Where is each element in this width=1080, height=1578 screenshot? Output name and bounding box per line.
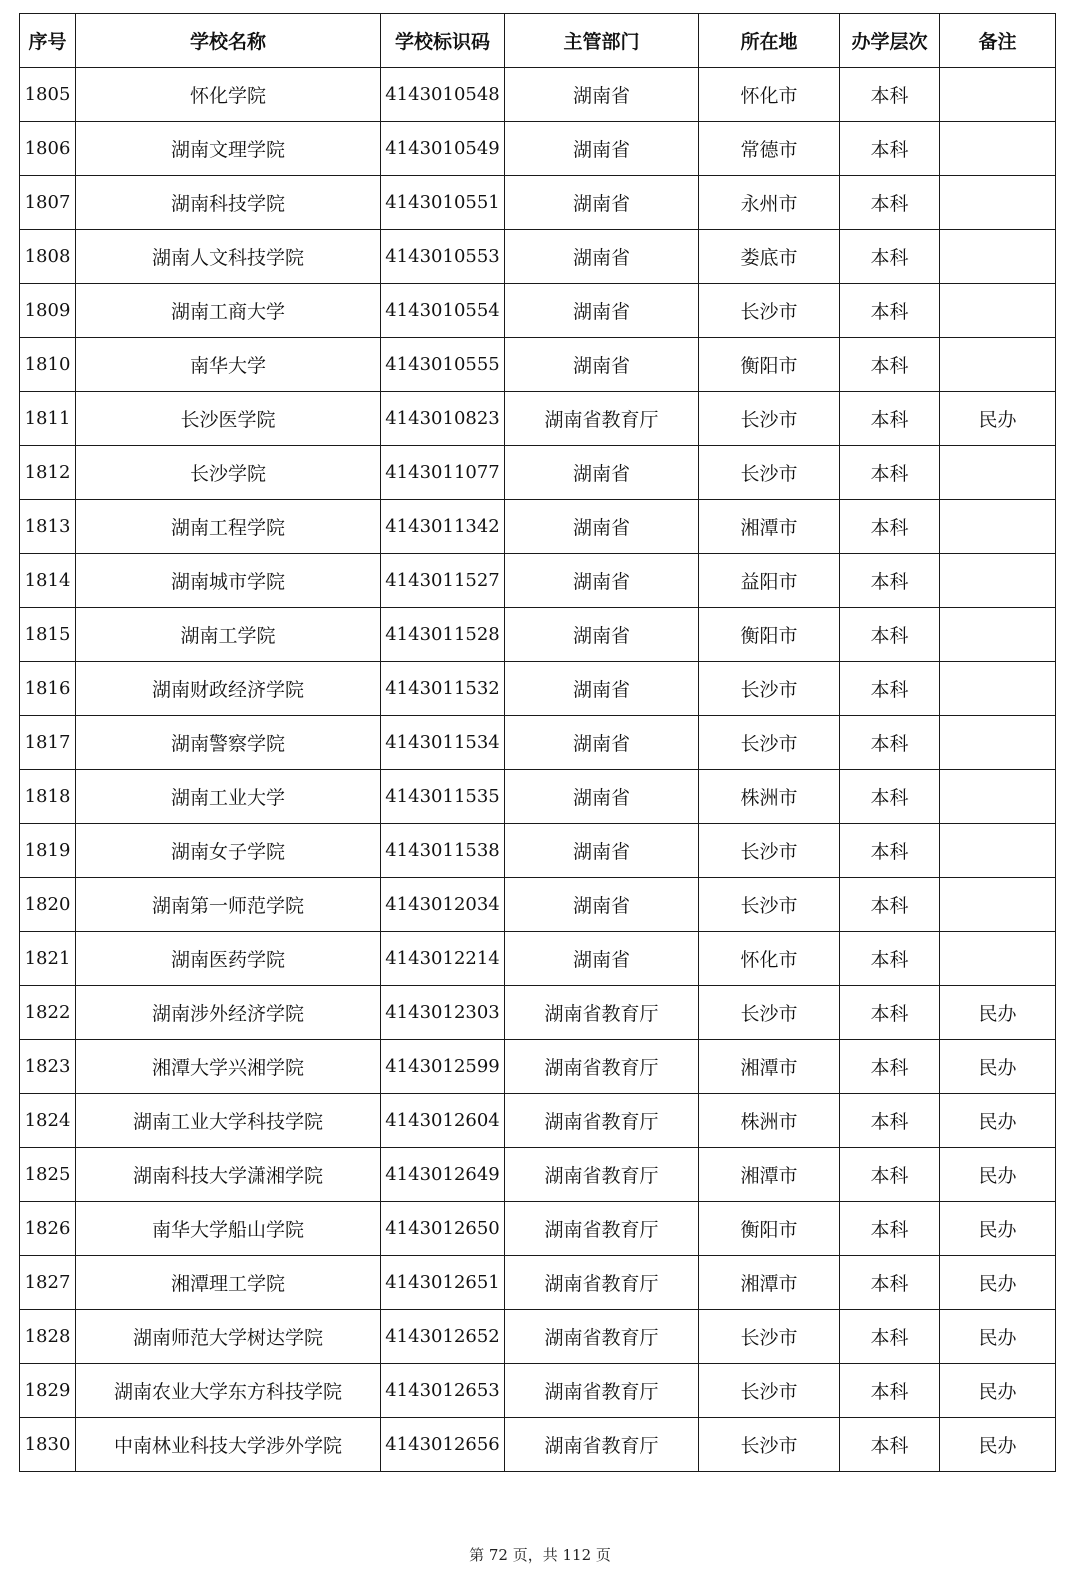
- cell-school-code: 4143011538: [381, 824, 505, 878]
- table-row: [20, 932, 1056, 986]
- header-location: 所在地: [699, 14, 840, 68]
- cell-serial: 1822: [20, 986, 76, 1040]
- table-row: [20, 1202, 1056, 1256]
- cell-school-code: 4143011527: [381, 554, 505, 608]
- cell-level: 本科: [840, 716, 940, 770]
- cell-serial: 1805: [20, 68, 76, 122]
- cell-remarks: [940, 230, 1056, 284]
- cell-remarks: 民办: [940, 1310, 1056, 1364]
- cell-location: 长沙市: [699, 392, 840, 446]
- cell-level: 本科: [840, 662, 940, 716]
- cell-authority: 湖南省教育厅: [505, 1040, 699, 1094]
- cell-school-name: 中南林业科技大学涉外学院: [76, 1418, 381, 1472]
- table-row: [20, 716, 1056, 770]
- table-body: [20, 68, 1056, 1472]
- table-row: [20, 1256, 1056, 1310]
- cell-location: 湘潭市: [699, 1040, 840, 1094]
- cell-authority: 湖南省教育厅: [505, 1148, 699, 1202]
- table-row: [20, 176, 1056, 230]
- cell-location: 湘潭市: [699, 1256, 840, 1310]
- cell-school-name: 长沙学院: [76, 446, 381, 500]
- header-school-name: 学校名称: [76, 14, 381, 68]
- cell-school-name: 湖南医药学院: [76, 932, 381, 986]
- cell-school-name: 湖南文理学院: [76, 122, 381, 176]
- cell-remarks: [940, 608, 1056, 662]
- cell-remarks: [940, 176, 1056, 230]
- cell-school-code: 4143010554: [381, 284, 505, 338]
- cell-level: 本科: [840, 338, 940, 392]
- cell-serial: 1828: [20, 1310, 76, 1364]
- cell-authority: 湖南省: [505, 824, 699, 878]
- cell-location: 长沙市: [699, 716, 840, 770]
- cell-authority: 湖南省: [505, 932, 699, 986]
- cell-school-name: 湖南工学院: [76, 608, 381, 662]
- cell-school-name: 湖南人文科技学院: [76, 230, 381, 284]
- cell-school-code: 4143012599: [381, 1040, 505, 1094]
- cell-authority: 湖南省: [505, 716, 699, 770]
- cell-serial: 1826: [20, 1202, 76, 1256]
- cell-school-name: 南华大学船山学院: [76, 1202, 381, 1256]
- cell-authority: 湖南省教育厅: [505, 1310, 699, 1364]
- cell-authority: 湖南省教育厅: [505, 1418, 699, 1472]
- cell-serial: 1809: [20, 284, 76, 338]
- cell-level: 本科: [840, 986, 940, 1040]
- cell-school-code: 4143012604: [381, 1094, 505, 1148]
- cell-school-code: 4143010549: [381, 122, 505, 176]
- table-row: [20, 68, 1056, 122]
- cell-serial: 1821: [20, 932, 76, 986]
- cell-serial: 1812: [20, 446, 76, 500]
- cell-authority: 湖南省: [505, 662, 699, 716]
- cell-level: 本科: [840, 1148, 940, 1202]
- cell-serial: 1811: [20, 392, 76, 446]
- cell-authority: 湖南省: [505, 230, 699, 284]
- cell-location: 益阳市: [699, 554, 840, 608]
- cell-school-code: 4143011342: [381, 500, 505, 554]
- table-row: [20, 284, 1056, 338]
- header-level: 办学层次: [840, 14, 940, 68]
- cell-level: 本科: [840, 824, 940, 878]
- cell-authority: 湖南省: [505, 338, 699, 392]
- cell-location: 怀化市: [699, 68, 840, 122]
- cell-level: 本科: [840, 284, 940, 338]
- header-serial: 序号: [20, 14, 76, 68]
- table-row: [20, 446, 1056, 500]
- cell-school-name: 湖南城市学院: [76, 554, 381, 608]
- cell-authority: 湖南省: [505, 500, 699, 554]
- cell-authority: 湖南省: [505, 176, 699, 230]
- cell-school-name: 南华大学: [76, 338, 381, 392]
- cell-serial: 1819: [20, 824, 76, 878]
- cell-authority: 湖南省: [505, 770, 699, 824]
- cell-school-name: 湖南女子学院: [76, 824, 381, 878]
- cell-authority: 湖南省教育厅: [505, 1364, 699, 1418]
- header-remarks: 备注: [940, 14, 1056, 68]
- cell-level: 本科: [840, 446, 940, 500]
- cell-authority: 湖南省: [505, 878, 699, 932]
- cell-level: 本科: [840, 932, 940, 986]
- cell-school-code: 4143010823: [381, 392, 505, 446]
- cell-location: 长沙市: [699, 824, 840, 878]
- cell-remarks: 民办: [940, 1202, 1056, 1256]
- cell-remarks: 民办: [940, 986, 1056, 1040]
- cell-school-name: 湖南警察学院: [76, 716, 381, 770]
- cell-level: 本科: [840, 122, 940, 176]
- cell-location: 长沙市: [699, 1310, 840, 1364]
- cell-remarks: [940, 338, 1056, 392]
- cell-school-code: 4143012650: [381, 1202, 505, 1256]
- cell-school-name: 湖南第一师范学院: [76, 878, 381, 932]
- cell-location: 长沙市: [699, 446, 840, 500]
- cell-school-code: 4143012214: [381, 932, 505, 986]
- cell-location: 常德市: [699, 122, 840, 176]
- cell-serial: 1810: [20, 338, 76, 392]
- cell-serial: 1823: [20, 1040, 76, 1094]
- table-row: [20, 1310, 1056, 1364]
- cell-level: 本科: [840, 878, 940, 932]
- cell-authority: 湖南省教育厅: [505, 986, 699, 1040]
- cell-authority: 湖南省教育厅: [505, 1094, 699, 1148]
- cell-level: 本科: [840, 392, 940, 446]
- cell-level: 本科: [840, 176, 940, 230]
- cell-remarks: [940, 716, 1056, 770]
- cell-authority: 湖南省教育厅: [505, 392, 699, 446]
- cell-authority: 湖南省: [505, 122, 699, 176]
- table-row: [20, 554, 1056, 608]
- table-row: [20, 392, 1056, 446]
- cell-school-name: 怀化学院: [76, 68, 381, 122]
- cell-authority: 湖南省: [505, 608, 699, 662]
- cell-level: 本科: [840, 230, 940, 284]
- cell-serial: 1827: [20, 1256, 76, 1310]
- cell-remarks: [940, 446, 1056, 500]
- cell-school-code: 4143010555: [381, 338, 505, 392]
- cell-remarks: [940, 554, 1056, 608]
- cell-serial: 1814: [20, 554, 76, 608]
- cell-remarks: [940, 68, 1056, 122]
- cell-remarks: 民办: [940, 1364, 1056, 1418]
- cell-level: 本科: [840, 1256, 940, 1310]
- cell-remarks: [940, 284, 1056, 338]
- cell-serial: 1824: [20, 1094, 76, 1148]
- cell-authority: 湖南省教育厅: [505, 1202, 699, 1256]
- cell-remarks: 民办: [940, 1148, 1056, 1202]
- cell-location: 长沙市: [699, 878, 840, 932]
- cell-serial: 1825: [20, 1148, 76, 1202]
- table-row: [20, 986, 1056, 1040]
- cell-location: 湘潭市: [699, 1148, 840, 1202]
- cell-remarks: 民办: [940, 1256, 1056, 1310]
- cell-level: 本科: [840, 770, 940, 824]
- cell-location: 衡阳市: [699, 338, 840, 392]
- cell-remarks: [940, 932, 1056, 986]
- cell-school-code: 4143012656: [381, 1418, 505, 1472]
- cell-school-name: 湖南工业大学科技学院: [76, 1094, 381, 1148]
- cell-remarks: 民办: [940, 1094, 1056, 1148]
- table-row: [20, 608, 1056, 662]
- table-row: [20, 1364, 1056, 1418]
- table-row: [20, 1148, 1056, 1202]
- cell-level: 本科: [840, 1094, 940, 1148]
- cell-authority: 湖南省: [505, 554, 699, 608]
- table-row: [20, 500, 1056, 554]
- cell-school-code: 4143012652: [381, 1310, 505, 1364]
- table-header: [20, 14, 1056, 68]
- cell-location: 湘潭市: [699, 500, 840, 554]
- cell-level: 本科: [840, 1418, 940, 1472]
- cell-remarks: [940, 878, 1056, 932]
- cell-level: 本科: [840, 608, 940, 662]
- cell-school-name: 湖南财政经济学院: [76, 662, 381, 716]
- cell-serial: 1820: [20, 878, 76, 932]
- cell-authority: 湖南省: [505, 446, 699, 500]
- cell-school-code: 4143011077: [381, 446, 505, 500]
- cell-serial: 1818: [20, 770, 76, 824]
- cell-remarks: [940, 824, 1056, 878]
- cell-school-code: 4143010551: [381, 176, 505, 230]
- table-row: [20, 1094, 1056, 1148]
- cell-school-code: 4143011532: [381, 662, 505, 716]
- table-row: [20, 1418, 1056, 1472]
- cell-authority: 湖南省教育厅: [505, 1256, 699, 1310]
- cell-location: 株洲市: [699, 1094, 840, 1148]
- cell-location: 长沙市: [699, 986, 840, 1040]
- cell-school-code: 4143010553: [381, 230, 505, 284]
- cell-remarks: [940, 122, 1056, 176]
- cell-level: 本科: [840, 68, 940, 122]
- cell-serial: 1813: [20, 500, 76, 554]
- cell-school-code: 4143011534: [381, 716, 505, 770]
- cell-remarks: 民办: [940, 1418, 1056, 1472]
- cell-serial: 1816: [20, 662, 76, 716]
- cell-school-code: 4143010548: [381, 68, 505, 122]
- header-row: [20, 14, 1056, 68]
- cell-remarks: [940, 662, 1056, 716]
- page-number: 第 72 页，共 112 页: [469, 1546, 611, 1564]
- table-row: [20, 824, 1056, 878]
- cell-level: 本科: [840, 1040, 940, 1094]
- cell-remarks: [940, 500, 1056, 554]
- cell-location: 衡阳市: [699, 1202, 840, 1256]
- table-row: [20, 230, 1056, 284]
- table-row: [20, 338, 1056, 392]
- cell-school-name: 湖南科技学院: [76, 176, 381, 230]
- cell-school-name: 湖南涉外经济学院: [76, 986, 381, 1040]
- cell-location: 永州市: [699, 176, 840, 230]
- cell-school-name: 湖南农业大学东方科技学院: [76, 1364, 381, 1418]
- cell-location: 株洲市: [699, 770, 840, 824]
- cell-serial: 1815: [20, 608, 76, 662]
- cell-school-code: 4143011528: [381, 608, 505, 662]
- institution-list-sheet: [19, 13, 1055, 1472]
- cell-school-code: 4143011535: [381, 770, 505, 824]
- cell-serial: 1808: [20, 230, 76, 284]
- table-row: [20, 1040, 1056, 1094]
- institution-table: [19, 13, 1056, 1472]
- table-row: [20, 878, 1056, 932]
- cell-location: 长沙市: [699, 1418, 840, 1472]
- table-row: [20, 662, 1056, 716]
- cell-school-name: 湘潭大学兴湘学院: [76, 1040, 381, 1094]
- cell-level: 本科: [840, 1310, 940, 1364]
- cell-school-name: 湘潭理工学院: [76, 1256, 381, 1310]
- cell-remarks: 民办: [940, 392, 1056, 446]
- cell-serial: 1829: [20, 1364, 76, 1418]
- cell-school-code: 4143012034: [381, 878, 505, 932]
- cell-location: 长沙市: [699, 662, 840, 716]
- table-row: [20, 770, 1056, 824]
- cell-school-code: 4143012649: [381, 1148, 505, 1202]
- cell-serial: 1817: [20, 716, 76, 770]
- cell-location: 衡阳市: [699, 608, 840, 662]
- cell-serial: 1806: [20, 122, 76, 176]
- cell-school-code: 4143012303: [381, 986, 505, 1040]
- cell-authority: 湖南省: [505, 284, 699, 338]
- table-row: [20, 122, 1056, 176]
- cell-school-name: 湖南师范大学树达学院: [76, 1310, 381, 1364]
- cell-location: 长沙市: [699, 1364, 840, 1418]
- cell-location: 娄底市: [699, 230, 840, 284]
- header-authority: 主管部门: [505, 14, 699, 68]
- cell-school-name: 湖南工程学院: [76, 500, 381, 554]
- cell-school-name: 长沙医学院: [76, 392, 381, 446]
- cell-remarks: [940, 770, 1056, 824]
- cell-level: 本科: [840, 500, 940, 554]
- header-school-code: 学校标识码: [381, 14, 505, 68]
- cell-school-name: 湖南科技大学潇湘学院: [76, 1148, 381, 1202]
- cell-level: 本科: [840, 1364, 940, 1418]
- cell-level: 本科: [840, 1202, 940, 1256]
- cell-remarks: 民办: [940, 1040, 1056, 1094]
- cell-school-name: 湖南工商大学: [76, 284, 381, 338]
- cell-location: 怀化市: [699, 932, 840, 986]
- cell-school-code: 4143012651: [381, 1256, 505, 1310]
- cell-level: 本科: [840, 554, 940, 608]
- cell-school-name: 湖南工业大学: [76, 770, 381, 824]
- cell-school-code: 4143012653: [381, 1364, 505, 1418]
- cell-serial: 1807: [20, 176, 76, 230]
- cell-serial: 1830: [20, 1418, 76, 1472]
- cell-location: 长沙市: [699, 284, 840, 338]
- cell-authority: 湖南省: [505, 68, 699, 122]
